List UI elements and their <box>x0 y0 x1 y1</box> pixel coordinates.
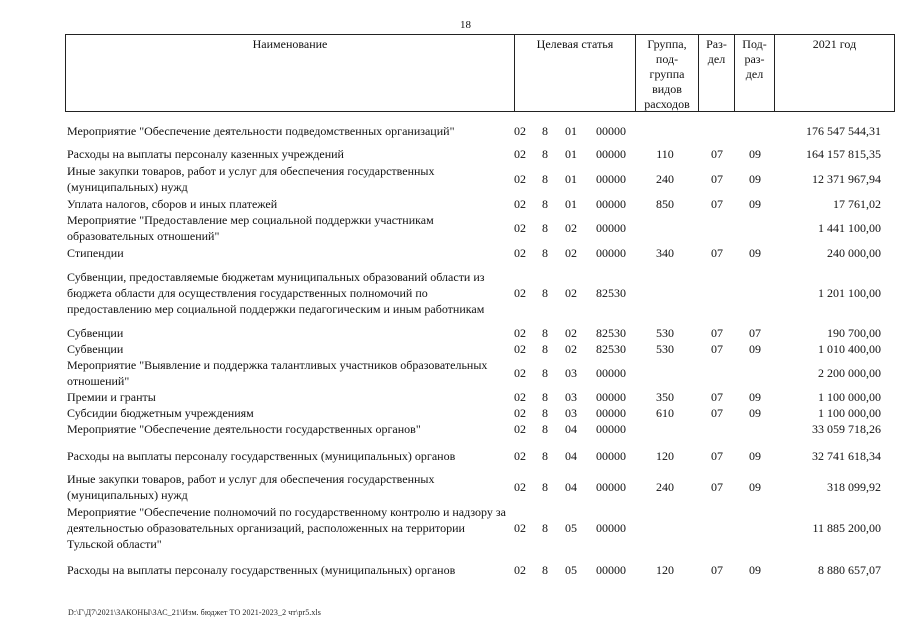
table-row <box>0 470 905 503</box>
target-event: 03 <box>565 366 577 380</box>
target-direction: 00000 <box>596 221 626 235</box>
expense-group: 610 <box>656 406 674 420</box>
target-direction: 00000 <box>596 246 626 260</box>
row-name: Мероприятие "Предоставление мер социальной поддержки участникам образовательных отношений" <box>67 213 434 243</box>
page-number: 18 <box>460 19 471 31</box>
target-direction: 00000 <box>596 479 626 494</box>
subsection-code: 09 <box>749 147 761 161</box>
expense-group: 340 <box>656 246 674 260</box>
table-row <box>0 421 905 437</box>
target-direction: 00000 <box>596 422 626 436</box>
target-program: 02 <box>514 448 526 463</box>
header-target-article: Целевая статья <box>514 35 635 111</box>
row-name: Расходы на выплаты персоналу государственных (муниципальных) органов <box>67 563 456 577</box>
expense-group: 530 <box>656 342 674 356</box>
amount-2021: 1 100 000,00 <box>818 390 881 404</box>
target-event: 02 <box>565 221 577 235</box>
target-event: 02 <box>565 286 577 300</box>
row-name: Мероприятие "Обеспечение деятельности государственных органов" <box>67 422 421 436</box>
target-direction: 00000 <box>596 521 626 535</box>
subsection-code: 09 <box>749 479 761 494</box>
table-row <box>0 504 905 552</box>
section-code: 07 <box>711 147 723 161</box>
amount-2021: 11 885 200,00 <box>812 521 881 535</box>
row-name: Субвенции <box>67 342 124 356</box>
header-expense-group <box>635 35 698 111</box>
table-header <box>65 34 895 112</box>
subsection-code: 09 <box>749 342 761 356</box>
target-event: 01 <box>565 197 577 211</box>
target-direction: 00000 <box>596 197 626 211</box>
header-section <box>698 35 734 111</box>
target-program: 02 <box>514 172 526 186</box>
table-row <box>0 122 905 140</box>
row-name: Иные закупки товаров, работ и услуг для обеспечения государственных (муниципальных) нужд <box>67 471 435 502</box>
expense-group: 240 <box>656 479 674 494</box>
amount-2021: 2 200 000,00 <box>818 366 881 380</box>
target-direction: 00000 <box>596 390 626 404</box>
amount-2021: 33 059 718,26 <box>812 422 881 436</box>
target-direction: 00000 <box>596 366 626 380</box>
table-row <box>0 341 905 357</box>
target-subprogram: 8 <box>542 326 548 340</box>
row-name: Уплата налогов, сборов и иных платежей <box>67 197 278 211</box>
header-subsection-line: Под- <box>742 37 767 51</box>
target-program: 02 <box>514 197 526 211</box>
table-row <box>0 196 905 212</box>
file-path-footer: D:\Г\Д7\2021\ЗАКОНЫ\ЗАС_21\Изм. бюджет ТО 2021-2023_2 чт\pr5.xls <box>68 608 322 617</box>
target-program: 02 <box>514 221 526 235</box>
subsection-code: 09 <box>749 172 761 186</box>
target-direction: 82530 <box>596 342 626 356</box>
row-name: Субвенции, предоставляемые бюджетам муниципальных образований области из бюджета области для осуществления государственных полномочий по предоставлению мер социальной поддержки педагогическим и иным работникам <box>67 270 485 316</box>
target-subprogram: 8 <box>542 246 548 260</box>
target-subprogram: 8 <box>542 197 548 211</box>
target-program: 02 <box>514 147 526 161</box>
section-code: 07 <box>711 406 723 420</box>
target-direction: 00000 <box>596 172 626 186</box>
target-event: 03 <box>565 406 577 420</box>
header-expense-group-line: Группа, <box>647 37 687 51</box>
target-subprogram: 8 <box>542 422 548 436</box>
target-subprogram: 8 <box>542 172 548 186</box>
amount-2021: 1 010 400,00 <box>818 342 881 356</box>
row-name: Субсидии бюджетным учреждениям <box>67 406 254 420</box>
section-code: 07 <box>711 479 723 494</box>
header-expense-group-line: видов <box>652 82 682 96</box>
target-subprogram: 8 <box>542 390 548 404</box>
target-event: 01 <box>565 172 577 186</box>
table-row <box>0 146 905 162</box>
header-expense-group-line: под- <box>655 52 679 66</box>
target-program: 02 <box>514 406 526 420</box>
amount-2021: 1 441 100,00 <box>818 221 881 235</box>
table-row <box>0 212 905 244</box>
amount-2021: 1 100 000,00 <box>818 406 881 420</box>
subsection-code: 09 <box>749 197 761 211</box>
table-row <box>0 325 905 341</box>
amount-2021: 8 880 657,07 <box>818 563 881 577</box>
row-name: Мероприятие "Обеспечение полномочий по государственному контролю и надзору за деятельностью образовательных организаций, расположенных на территории Тульской области" <box>67 505 506 551</box>
target-event: 01 <box>565 147 577 161</box>
amount-2021: 12 371 967,94 <box>812 172 881 186</box>
target-subprogram: 8 <box>542 479 548 494</box>
expense-group: 120 <box>656 448 674 463</box>
row-name: Мероприятие "Обеспечение деятельности подведомственных организаций" <box>67 124 455 138</box>
target-program: 02 <box>514 366 526 380</box>
header-year: 2021 год <box>774 35 894 111</box>
section-code: 07 <box>711 326 723 340</box>
target-program: 02 <box>514 246 526 260</box>
target-direction: 00000 <box>596 147 626 161</box>
target-subprogram: 8 <box>542 124 548 138</box>
table-row <box>0 357 905 389</box>
target-program: 02 <box>514 521 526 535</box>
expense-group: 350 <box>656 390 674 404</box>
header-expense-group-line: расходов <box>644 97 690 111</box>
row-name: Стипендии <box>67 246 124 260</box>
subsection-code: 09 <box>749 390 761 404</box>
target-program: 02 <box>514 563 526 577</box>
subsection-code: 09 <box>749 448 761 463</box>
target-program: 02 <box>514 479 526 494</box>
row-name: Иные закупки товаров, работ и услуг для обеспечения государственных (муниципальных) нужд <box>67 164 435 194</box>
expense-group: 120 <box>656 563 674 577</box>
target-subprogram: 8 <box>542 342 548 356</box>
section-code: 07 <box>711 448 723 463</box>
target-direction: 00000 <box>596 563 626 577</box>
header-subsection-line: дел <box>745 67 764 81</box>
amount-2021: 164 157 815,35 <box>806 147 881 161</box>
target-program: 02 <box>514 124 526 138</box>
header-name: Наименование <box>252 37 328 51</box>
subsection-code: 09 <box>749 563 761 577</box>
expense-group: 240 <box>656 172 674 186</box>
table-row <box>0 389 905 405</box>
section-code: 07 <box>711 172 723 186</box>
table-row <box>0 261 905 325</box>
target-event: 02 <box>565 326 577 340</box>
target-subprogram: 8 <box>542 147 548 161</box>
amount-2021: 176 547 544,31 <box>806 124 881 138</box>
row-name: Расходы на выплаты персоналу государственных (муниципальных) органов <box>67 448 456 463</box>
table-row <box>0 405 905 421</box>
target-event: 04 <box>565 422 577 436</box>
target-program: 02 <box>514 342 526 356</box>
target-direction: 82530 <box>596 326 626 340</box>
expense-group: 110 <box>656 147 674 161</box>
amount-2021: 17 761,02 <box>833 197 881 211</box>
section-code: 07 <box>711 197 723 211</box>
target-direction: 00000 <box>596 124 626 138</box>
header-section-line: дел <box>707 52 726 66</box>
expense-group: 850 <box>656 197 674 211</box>
amount-2021: 318 099,92 <box>827 479 881 494</box>
subsection-code: 09 <box>749 406 761 420</box>
expense-group: 530 <box>656 326 674 340</box>
target-event: 01 <box>565 124 577 138</box>
target-subprogram: 8 <box>542 406 548 420</box>
target-event: 05 <box>565 521 577 535</box>
table-row <box>0 163 905 195</box>
row-name: Расходы на выплаты персоналу казенных учреждений <box>67 147 344 161</box>
target-direction: 82530 <box>596 286 626 300</box>
target-event: 02 <box>565 246 577 260</box>
amount-2021: 190 700,00 <box>827 326 881 340</box>
header-section-line: Раз- <box>706 37 727 51</box>
target-program: 02 <box>514 390 526 404</box>
subsection-code: 07 <box>749 326 761 340</box>
amount-2021: 1 201 100,00 <box>818 286 881 300</box>
section-code: 07 <box>711 246 723 260</box>
header-subsection <box>734 35 774 111</box>
target-program: 02 <box>514 286 526 300</box>
amount-2021: 240 000,00 <box>827 246 881 260</box>
target-subprogram: 8 <box>542 448 548 463</box>
row-name: Мероприятие "Выявление и поддержка талантливых участников образовательных отношений" <box>67 358 488 388</box>
target-direction: 00000 <box>596 448 626 463</box>
target-event: 03 <box>565 390 577 404</box>
header-expense-group-line: группа <box>649 67 685 81</box>
target-direction: 00000 <box>596 406 626 420</box>
target-subprogram: 8 <box>542 521 548 535</box>
table-row <box>0 560 905 580</box>
target-subprogram: 8 <box>542 366 548 380</box>
section-code: 07 <box>711 342 723 356</box>
row-name: Премии и гранты <box>67 390 156 404</box>
section-code: 07 <box>711 563 723 577</box>
header-subsection-line: раз- <box>744 52 765 66</box>
target-event: 04 <box>565 448 577 463</box>
target-subprogram: 8 <box>542 563 548 577</box>
target-subprogram: 8 <box>542 286 548 300</box>
subsection-code: 09 <box>749 246 761 260</box>
target-event: 04 <box>565 479 577 494</box>
target-event: 02 <box>565 342 577 356</box>
table-row <box>0 442 905 469</box>
target-program: 02 <box>514 422 526 436</box>
section-code: 07 <box>711 390 723 404</box>
target-subprogram: 8 <box>542 221 548 235</box>
row-name: Субвенции <box>67 326 124 340</box>
amount-2021: 32 741 618,34 <box>812 448 881 463</box>
target-event: 05 <box>565 563 577 577</box>
target-program: 02 <box>514 326 526 340</box>
table-row <box>0 245 905 261</box>
